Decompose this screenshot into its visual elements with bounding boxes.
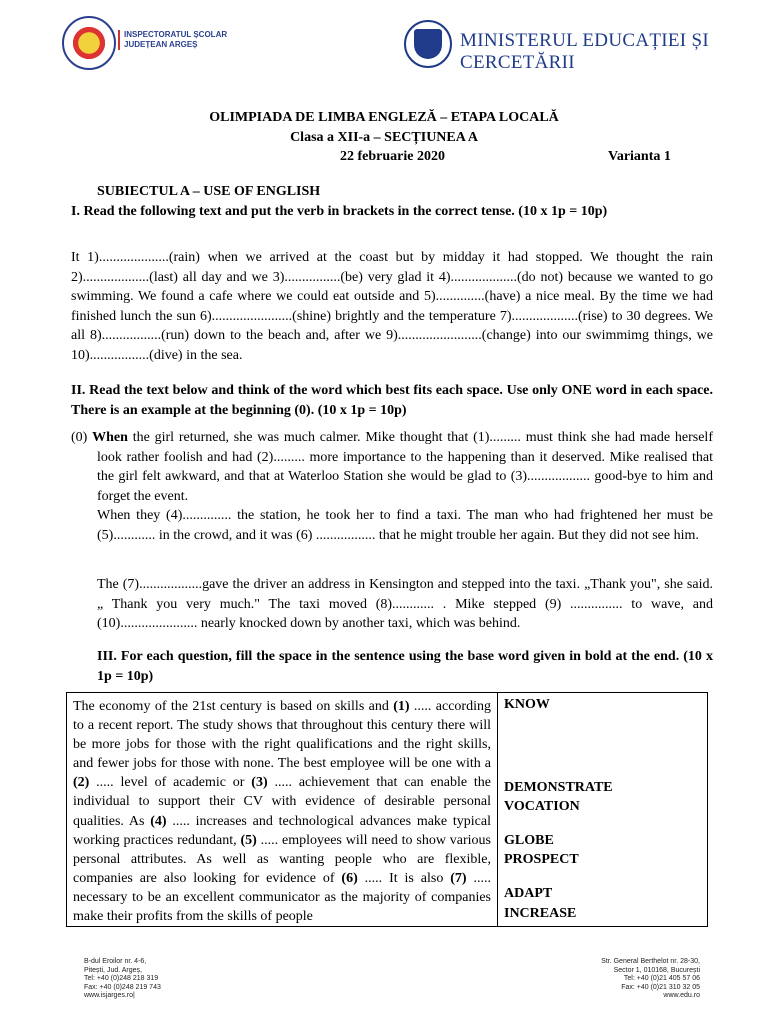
ex2-instruction: II. Read the text below and think of the word which best fits each space. Use only ONE word in each space. There is an example at the beginning (0). (10 x 1p = 10p) xyxy=(71,383,713,418)
ex2-paragraph-3: The (7)..................gave the driver an address in Kensington and stepped into the taxi. „Thank you", she said. „ Thank you very much." The taxi moved (8)............ . Mike stepped (9) ............... to wave, and (10)...................... nearly knocked down by another taxi, which was behind. xyxy=(97,577,713,631)
base-word-1: KNOW xyxy=(504,697,550,712)
ex3-text-cell: The economy of the 21st century is based on skills and (1) ..... according to a recent report. The study shows that throughout this century there will be more jobs for those with the right qualifications and the right skills, and fewer jobs for those with none. The best employee will be one with a (2) ..... level of academic or (3) ..... achievement that can enable the individual to support their CV with evidence of desirable personal qualities. As (4) ..... increases and technological advances make typical working practices redundant, (5) ..... employees will need to show various personal attributes. As well as wanting people who are flexible, companies are also looking for evidence of (6) ..... It is also (7) ..... necessary to be an excellent communicator as the majority of companies make their profits from the skills of people xyxy=(67,693,498,927)
base-word-7: INCREASE xyxy=(504,905,577,921)
isj-line-2: JUDEȚEAN ARGEȘ xyxy=(124,40,198,49)
exam-date: 22 februarie 2020 xyxy=(340,149,445,164)
isj-website[interactable]: www.isjarges.ro| xyxy=(84,992,135,999)
ministry-name: MINISTERUL EDUCAȚIEI ȘI CERCETĂRII xyxy=(460,30,709,73)
ex3-table xyxy=(66,692,708,927)
base-word-2: DEMONSTRATE xyxy=(504,780,613,796)
ex1-instruction: I. Read the following text and put the verb in brackets in the correct tense. (10 x 1p = 10p) xyxy=(71,204,608,219)
isj-arges-logo xyxy=(62,16,116,70)
romania-crest-logo xyxy=(404,20,452,68)
class-section: Clasa a XII-a – SECȚIUNEA A xyxy=(290,130,478,145)
olympiad-title: OLIMPIADA DE LIMBA ENGLEZĂ – ETAPA LOCALĂ xyxy=(209,110,559,125)
base-word-5: PROSPECT xyxy=(504,852,579,868)
base-word-6: ADAPT xyxy=(504,886,553,902)
ex2-example-marker: (0) xyxy=(71,430,93,445)
base-word-4: GLOBE xyxy=(504,833,554,849)
isj-line-1: INSPECTORATUL ȘCOLAR xyxy=(124,30,228,39)
subject-heading: SUBIECTUL A – USE OF ENGLISH xyxy=(97,184,321,199)
ex2-paragraph-1 xyxy=(71,428,713,545)
ex2-paragraph-2: When they (4).............. the station, he took her to find a taxi. The man who had frightened her must be (5)............ in the crowd, and it was (6) ................. that he might trouble her again. But they did not see him. xyxy=(97,508,713,543)
ministry-website[interactable]: www.edu.ro xyxy=(663,992,700,999)
exam-variant: Varianta 1 xyxy=(608,149,671,164)
ex1-text: It 1)....................(rain) when we arrived at the coast but by midday it had stopped. We thought the rain 2)...................(last) all day and we 3)................(be) very glad it 4)...................(do not) because we wanted to go swimming. We found a cafe where we could eat outside and 5)..............(have) a nice meal. By the time we had finished lunch the sun 6).......................(shine) brightly and the temperature 7)...................(rise) to 30 degrees. We all 8).................(run) down to the beach and, after we 9)........................(change) into our swimmimg things, we 10).................(dive) in the sea. xyxy=(71,250,713,363)
ex3-word-cell xyxy=(498,693,708,927)
ex3-instruction: III. For each question, fill the space in the sentence using the base word given in bold at the end. (10 x 1p = 10p) xyxy=(97,649,713,684)
base-word-3: VOCATION xyxy=(504,799,580,815)
footer-left-address: B-dul Eroilor nr. 4-6, Pitești, Jud. Argeș, Tel: +40 (0)248 218 319 Fax: +40 (0)248 219 743 www.isjarges.ro| xyxy=(84,958,161,999)
ex2-p1-text: the girl returned, she was much calmer. Mike thought that (1)......... must think she had made herself look rather foolish and had (2)......... more importance to the happening than it deserved. Mike realised that the girl felt awkward, and that at Waterloo Station she would be glad to (3).................. good-bye to him and forget the event. xyxy=(97,430,713,504)
isj-arges-name xyxy=(118,30,227,50)
footer-right-address: Str. General Berthelot nr. 28-30, Sector 1, 010168, București Tel: +40 (0)21 405 57 06 Fax: +40 (0)21 310 32 05 www.edu.ro xyxy=(560,958,700,1001)
ex2-example-word: When xyxy=(92,430,128,445)
